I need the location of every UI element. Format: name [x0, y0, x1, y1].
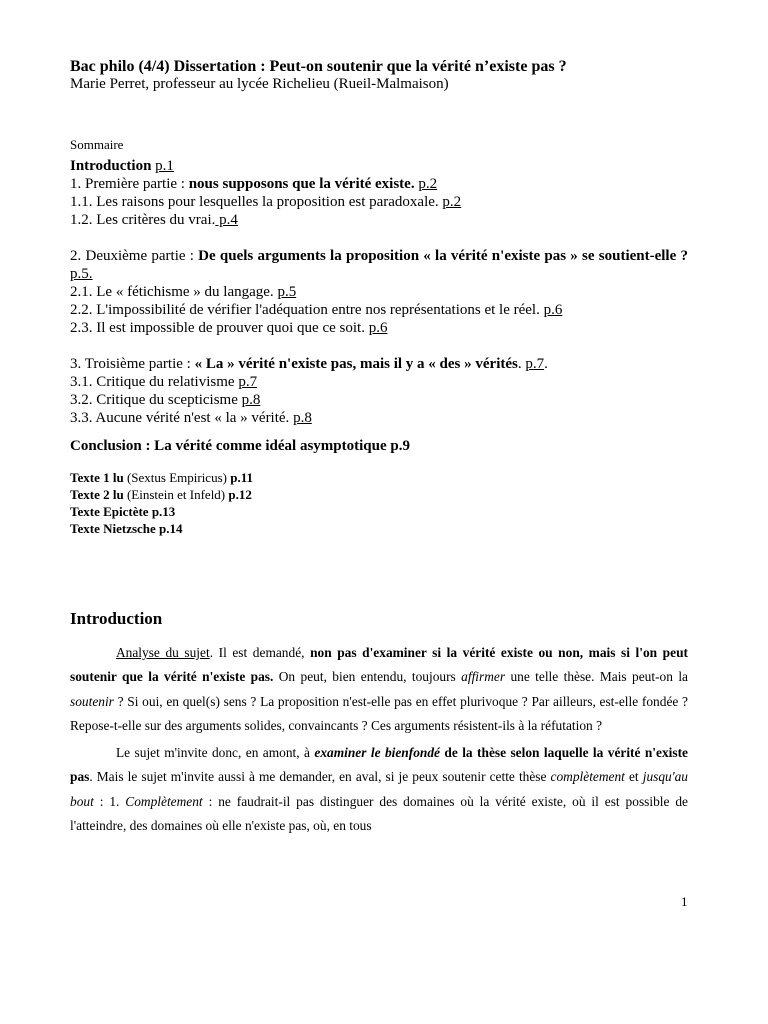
intro-p2-bolditalic: examiner le bienfondé: [314, 745, 440, 761]
toc-item-2-1: [70, 283, 688, 301]
text-entry-4: [70, 520, 688, 537]
text-entry-author: (Einstein et Infeld): [123, 487, 229, 502]
toc-part3-prefix: 3. Troisième partie :: [70, 356, 195, 372]
toc-item-text: 3.1. Critique du relativisme: [70, 374, 235, 390]
toc-item-1-1: [70, 193, 688, 211]
toc-item-3-2: [70, 391, 688, 409]
toc-item-3-1: [70, 373, 688, 391]
document-title: Bac philo (4/4) Dissertation : Peut-on soutenir que la vérité n’existe pas ?: [70, 58, 567, 75]
intro-p1-italic: soutenir: [70, 693, 114, 709]
toc-item-text: 2.1. Le « fétichisme » du langage.: [70, 284, 274, 300]
text-entry-3: [70, 503, 688, 520]
toc-part1-number: 1: [70, 176, 78, 192]
text-entry-label: Texte Epictète p.13: [70, 504, 176, 519]
text-entry-2: [70, 486, 688, 503]
intro-p2-text: . Mais le sujet m'invite aussi à me demander, en aval, si je peux soutenir cette thèse: [89, 769, 551, 785]
toc-item-text: 2.2. L'impossibilité de vérifier l'adéquation entre nos représentations et le réel.: [70, 302, 540, 318]
text-entry-label: Texte 2 lu: [70, 487, 124, 502]
intro-p2-italic: jusqu'au bout: [70, 769, 688, 809]
toc-part1-page-link[interactable]: p.2: [418, 176, 438, 192]
text-entry-author: (Sextus Empiricus): [123, 470, 231, 485]
text-entry-label: Texte 1 lu: [70, 470, 124, 485]
text-entry-page: p.11: [230, 470, 253, 485]
toc-item-text: 2.3. Il est impossible de prouver quoi que ce soit.: [70, 320, 365, 336]
intro-p1-bold: non pas d'examiner si la vérité existe ou non, mais si l'on peut soutenir que la vérité n'existe pas.: [70, 645, 688, 685]
toc-intro-page-link[interactable]: p.1: [155, 158, 174, 174]
toc-item-page-link[interactable]: p.6: [368, 320, 388, 336]
toc-part1-title: nous supposons que la vérité existe.: [188, 176, 415, 192]
text-entry-label: Texte Nietzsche p.14: [70, 521, 183, 536]
intro-paragraph-2: [70, 741, 688, 838]
toc-item-page-link[interactable]: p.2: [442, 194, 462, 210]
toc-item-2-2: [70, 301, 688, 319]
summary-label: Sommaire: [70, 137, 124, 152]
document-page: [70, 58, 688, 838]
toc-item-page-link[interactable]: p.8: [293, 410, 312, 426]
toc-part3: 3. Troisième partie : « La » vérité n'existe pas, mais il y a « des » vérités. p.7.: [70, 356, 548, 372]
toc-item-page-link[interactable]: p.7: [238, 374, 258, 390]
intro-p2-text: Le sujet m'invite donc, en amont, à: [116, 745, 315, 761]
toc-part2-title: De quels arguments la proposition « la vérité n'existe pas » se soutient-elle ?: [198, 248, 688, 264]
intro-p2-text: : ne faudrait-il pas distinguer des domaines où la vérité existe, où il est possible de l'atteindre, des domaines où elle n'existe pas, où, en tous: [70, 793, 688, 834]
toc-introduction: [70, 157, 688, 175]
toc-item-1-2: [70, 211, 688, 229]
text-entry-1: [70, 469, 688, 486]
intro-p2-bold: de la thèse selon laquelle la vérité n'existe pas: [70, 745, 689, 785]
page-number: 1: [681, 894, 688, 909]
toc-item-page-link[interactable]: p.8: [241, 392, 261, 408]
toc-item-page-link[interactable]: p.6: [543, 302, 563, 318]
toc-item-text: 3.2. Critique du scepticisme: [70, 392, 238, 408]
toc-part1: [70, 175, 688, 193]
introduction-heading: Introduction: [70, 609, 163, 628]
toc-part2-page-link[interactable]: p.5.: [70, 266, 93, 282]
toc-item-text: 1.1. Les raisons pour lesquelles la proposition est paradoxale.: [70, 194, 439, 210]
toc-part2-prefix: 2. Deuxième partie :: [70, 248, 199, 264]
toc-part2: [70, 247, 688, 283]
text-entry-page: p.12: [228, 487, 252, 502]
table-of-contents: [70, 157, 688, 427]
toc-item-page-link[interactable]: p.4: [215, 212, 238, 228]
toc-part3-page-link[interactable]: p.7: [525, 356, 545, 372]
toc-item-2-3: [70, 319, 688, 337]
intro-p1-text: ? Si oui, en quel(s) sens ? La proposition n'est-elle pas en effet plurivoque ? Par ailleurs, est-elle fondée ? Repose-t-elle sur des arguments solides, convaincants ? Ces arguments résistent-ils à la réfutation ?: [70, 693, 688, 733]
toc-part3-title: « La » vérité n'existe pas, mais il y a « des » vérités: [194, 356, 518, 372]
toc-item-text: 1.2. Les critères du vrai.: [70, 212, 216, 228]
intro-p1-text: On peut, bien entendu, toujours: [273, 669, 462, 685]
toc-item-text: 3.3. Aucune vérité n'est « la » vérité.: [70, 410, 290, 426]
introduction-body: [70, 641, 688, 838]
intro-p2-italic: complètement: [550, 769, 625, 785]
texts-list: [70, 469, 688, 537]
intro-p2-italic: Complètement: [125, 793, 203, 809]
toc-part1-dot: . Première partie :: [77, 176, 189, 192]
intro-p1-italic: affirmer: [461, 669, 506, 685]
intro-p2-text: : 1.: [93, 793, 126, 809]
toc-item-page-link[interactable]: p.5: [277, 284, 297, 300]
intro-p1-text: une telle thèse. Mais peut-on la: [505, 669, 688, 685]
intro-p1-underlined: Analyse du sujet: [116, 645, 210, 660]
intro-p2-text: et: [624, 769, 643, 785]
toc-item-3-3: [70, 409, 688, 427]
toc-intro-label: Introduction: [70, 158, 152, 174]
toc-conclusion: Conclusion : La vérité comme idéal asymptotique p.9: [70, 438, 410, 454]
author-line: Marie Perret, professeur au lycée Richelieu (Rueil-Malmaison): [70, 76, 449, 92]
intro-paragraph-1: [70, 641, 688, 738]
intro-p1-text: . Il est demandé,: [209, 645, 311, 660]
